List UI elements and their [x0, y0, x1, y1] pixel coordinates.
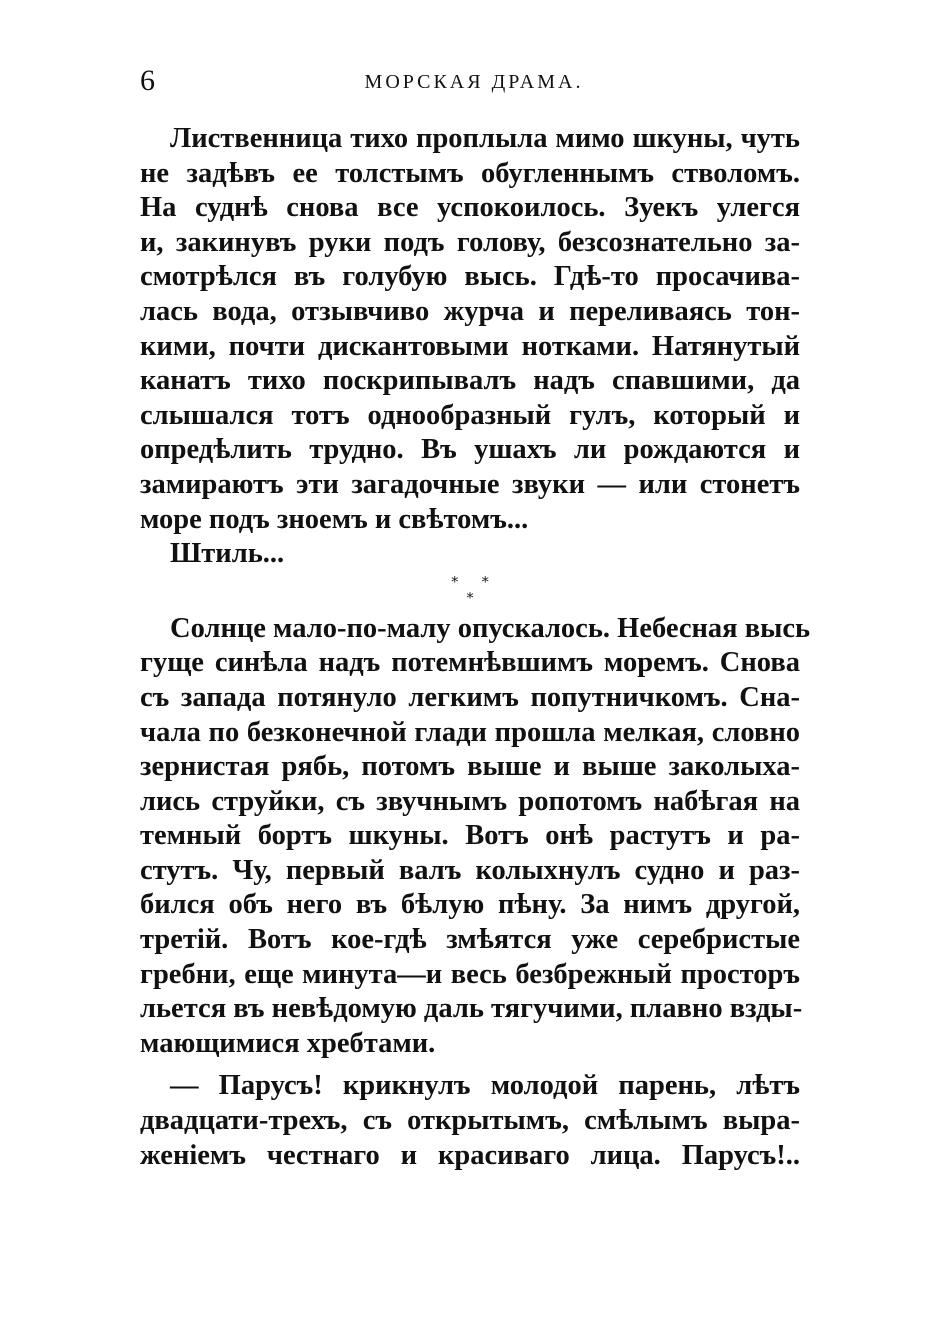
text-line: — Парусъ! крикнулъ молодой парень, лѣтъ — [170, 1070, 800, 1102]
asterism-bottom: ⁎ — [466, 586, 474, 602]
text-line: смотрѣлся въ голубую высь. Гдѣ-то просачива- — [140, 261, 800, 293]
section-break-asterism — [140, 568, 800, 608]
text-line: кими, почти дискантовыми нотками. Натянутый — [140, 330, 800, 362]
paragraph-gap — [140, 1061, 800, 1069]
text-line: чала по безконечной глади прошла мелкая, словно — [140, 716, 800, 748]
text-line: На суднѣ снова все успокоилось. Зуекъ улегся — [140, 192, 800, 224]
text-line: гребни, еще минута—и весь безбрежный просторъ — [140, 958, 800, 990]
text-line: съ запада потянуло легкимъ попутничкомъ. Сна- — [140, 681, 800, 713]
text-line: море подъ зноемъ и свѣтомъ... — [140, 503, 529, 535]
body-text — [140, 122, 811, 1173]
text-line: лась вода, отзывчиво журча и переливаясь тон- — [140, 295, 800, 327]
paragraph-3 — [140, 612, 811, 1062]
text-line: слышался тотъ однообразный гулъ, который и — [140, 399, 800, 431]
text-line: Солнце мало-по-малу опускалось. Небесная высь — [170, 612, 811, 644]
text-line: бился объ него въ бѣлую пѣну. За нимъ другой, — [140, 889, 800, 921]
text-line: Штиль... — [170, 538, 285, 570]
text-line: третій. Вотъ кое-гдѣ змѣятся уже серебристые — [140, 924, 800, 956]
asterism-top: ⁎ ⁎ — [451, 570, 499, 586]
paragraph-2 — [140, 537, 800, 572]
text-line: замираютъ эти загадочные звуки — или стонетъ — [140, 468, 800, 500]
text-line: темный бортъ шкуны. Вотъ онѣ растутъ и ра- — [140, 820, 800, 852]
running-title: МОРСКАЯ ДРАМА. — [364, 71, 584, 93]
text-line: опредѣлить трудно. Въ ушахъ ли рождаются и — [140, 434, 800, 466]
text-line: стутъ. Чу, первый валъ колыхнулъ судно и раз- — [140, 854, 800, 886]
text-line: канатъ тихо поскрипывалъ надъ спавшими, да — [140, 365, 800, 397]
text-line: двадцати-трехъ, съ открытымъ, смѣлымъ выра- — [140, 1105, 800, 1137]
text-line: льется въ невѣдомую даль тягучими, плавно взды- — [140, 993, 803, 1025]
text-line: женіемъ честнаго и красиваго лица. Парусъ!.. — [140, 1139, 800, 1171]
text-line: и, закинувъ руки подъ голову, безсознательно за- — [140, 226, 800, 258]
text-line: не задѣвъ ее толстымъ обугленнымъ стволомъ. — [140, 157, 800, 189]
text-line: зернистая рябь, потомъ выше и выше заколыха- — [140, 751, 800, 783]
paragraph-4 — [140, 1069, 800, 1173]
text-line: гуще синѣла надъ потемнѣвшимъ моремъ. Снова — [140, 647, 800, 679]
page-number: 6 — [140, 64, 155, 97]
text-line: мающимися хребтами. — [140, 1027, 436, 1059]
paragraph-1 — [140, 122, 800, 537]
text-line: лись струйки, съ звучнымъ ропотомъ набѣгая на — [140, 785, 800, 817]
running-header — [140, 64, 800, 98]
text-line: Лиственница тихо проплыла мимо шкуны, чуть — [170, 123, 800, 154]
